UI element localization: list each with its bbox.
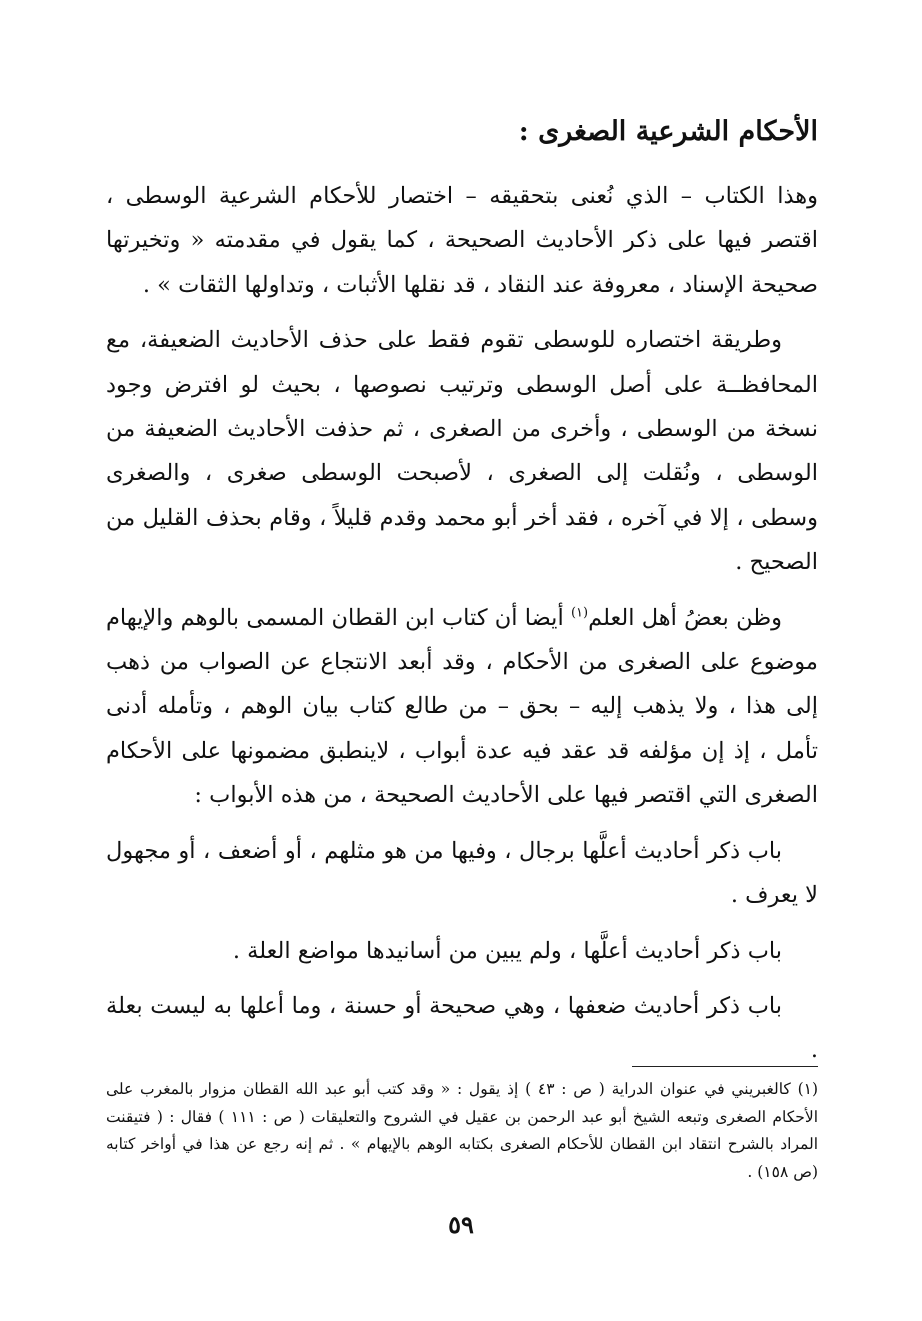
footnote: (١) كالغبريني في عنوان الدراية ( ص : ٤٣ ) إذ يقول : « وقد كتب أبو عبد الله القطان مزوار بالمغرب على الأحكام الصغرى وتبعه الشيخ أبو عبد الرحمن بن عقيل في الشروح والتعليقات ( ص : ١١١ ) فقال : ( فتيقنت المراد بالشرح انتقاد ابن القطان للأحكام الصغرى بكتابه الوهم بالإيهام » . ثم إنه رجع عن هذا في أواخر كتابه (ص ١٥٨) . — [106, 1080, 819, 1181]
paragraph-5: باب ذكر أحاديث أعلَّها ، ولم يبين من أسانيدها مواضع العلة . — [232, 937, 782, 964]
footnote-reference[interactable]: (١) — [570, 605, 589, 621]
footnote-separator — [632, 1066, 818, 1067]
paragraph-3-start: وظن بعضُ أهل العلم — [588, 604, 782, 631]
paragraph-2: وطريقة اختصاره للوسطى تقوم فقط على حذف الأحاديث الضعيفة، مع المحافظــة على أصل الوسطى وترتيب نصوصها ، بحيث لو افترض وجود نسخة من الوسطى ، وأخرى من الصغرى ، ثم حذفت الأحاديث الضعيفة من الوسطى ، ونُقلت إلى الصغرى ، لأصبحت الوسطى صغرى ، والصغرى وسطى ، إلا في آخره ، فقد أخر أبو محمد وقدم قليلاً ، وقام بحذف القليل من الصحيح . — [106, 327, 818, 576]
paragraph-6: باب ذكر أحاديث ضعفها ، وهي صحيحة أو حسنة ، وما أعلها به ليست بعلة . — [106, 992, 818, 1064]
page-number: ٥٩ — [448, 1210, 474, 1239]
section-heading: الأحكام الشرعية الصغرى : — [518, 116, 818, 147]
paragraph-3-rest: أيضا أن كتاب ابن القطان المسمى بالوهم والإيهام موضوع على الصغرى من الأحكام ، وقد أبعد الانتجاع عن الصواب من ذهب إلى هذا ، ولا يذهب إليه – بحق – من طالع كتاب بيان الوهم ، وتأمله أدنى تأمل ، إذ إن مؤلفه قد عقد فيه عدة أبواب ، لاينطبق مضمونها على الأحكام الصغرى التي اقتصر فيها على الأحاديث الصحيحة ، من هذه الأبواب : — [106, 604, 818, 809]
paragraph-3 — [106, 596, 818, 818]
paragraph-1: وهذا الكتاب – الذي نُعنى بتحقيقه – اختصار للأحكام الشرعية الوسطى ، اقتصر فيها على ذكر الأحاديث الصحيحة ، كما يقول في مقدمته « وتخيرتها صحيحة الإسناد ، معروفة عند النقاد ، قد نقلها الأثبات ، وتداولها الثقات » . — [106, 183, 818, 298]
page-body — [106, 112, 818, 1084]
paragraph-4: باب ذكر أحاديث أعلَّها برجال ، وفيها من هو مثلهم ، أو أضعف ، أو مجهول لا يعرف . — [106, 837, 818, 909]
